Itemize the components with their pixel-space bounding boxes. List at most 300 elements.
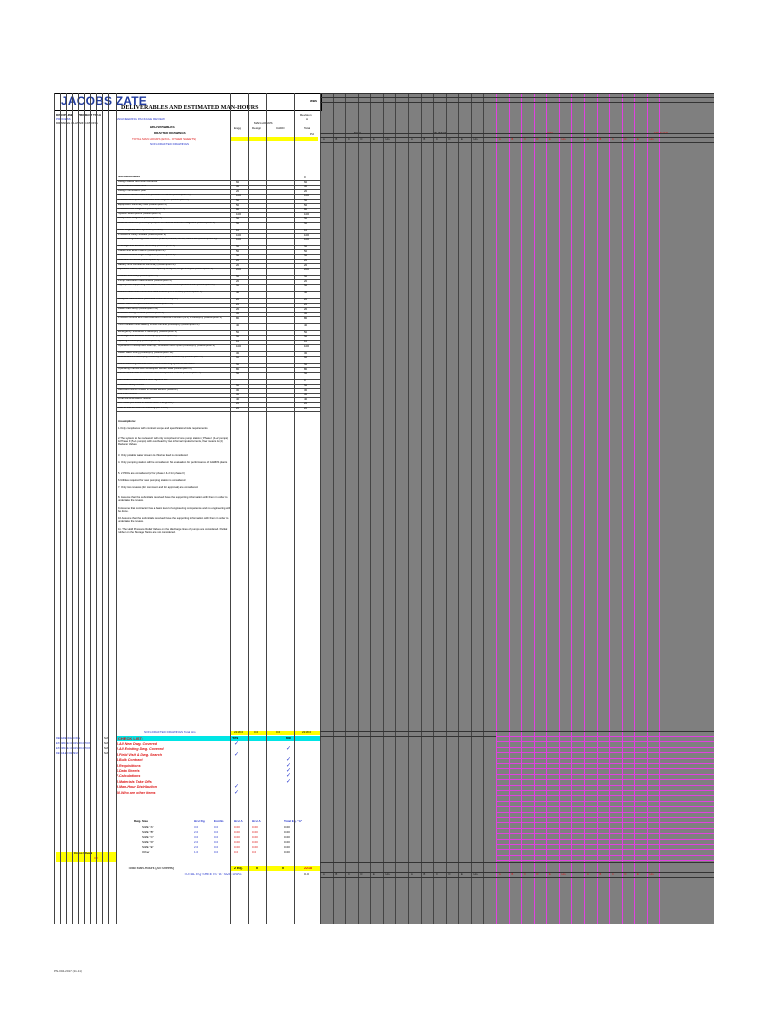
schedule-column-letter: Hrs.: [561, 873, 567, 876]
schedule-pink-row-line: [496, 736, 714, 737]
size-table-cell: 0.0: [252, 851, 257, 854]
grid-column-line: [116, 93, 117, 924]
schedule-pink-row-line: [496, 768, 714, 769]
side-label: DETAILED DESIGN: [56, 752, 80, 755]
deliverable-name: Final documentation review: [118, 397, 151, 400]
deliverable-name: System descriptions (Assumption 2): [118, 212, 161, 215]
deliverable-total-hrs: 40: [304, 323, 308, 327]
size-table-cell: 0.0: [234, 851, 239, 854]
assumption-item: 11. The Hold Pressure Relief Valves on the discharge lines of pumps are considered. Partial rubber on the Storage Tanks are not considered.: [118, 527, 228, 534]
deliverable-name: Appropriate supporting calculations, line data sheets/pressure etc (Assumption 2): [118, 284, 215, 287]
schedule-pink-row-line: [496, 779, 714, 780]
deliverable-total-hrs: 50: [304, 384, 308, 387]
size-table-cell: 0.00: [252, 831, 258, 834]
schedule-column-line: [395, 93, 396, 924]
deliverable-total-hrs: 30: [304, 393, 308, 397]
size-table-cell: 0.00: [284, 841, 290, 844]
schedule-pink-row-line: [496, 806, 714, 807]
deliverable-engg-hrs: 80: [236, 316, 240, 320]
grid-column-line: [84, 93, 85, 924]
schedule-column-letter: B: [335, 138, 338, 141]
assumption-item: 6.Utilities required for new pumping station is considered: [118, 478, 186, 482]
deliverable-name: Visit to site for Kick Off Meeting (02 Visits): [118, 407, 168, 409]
deliverable-engg-hrs: 20: [236, 263, 240, 267]
deliverable-name: Pre Plan review: [118, 393, 137, 396]
schedule-column-letter: E: [549, 138, 551, 141]
size-table-header: Dwg. Size: [134, 820, 149, 823]
assumption-item: 8. Assume that the submittals received have the supporting information with them in order to undertake the review.: [118, 496, 228, 503]
deliverable-name: Process Sizing Criteria (Assumption 2): [118, 312, 165, 315]
deliverable-total-hrs: 20: [304, 307, 308, 311]
schedule-column-letter: E: [549, 873, 551, 876]
side-label: ESTIMATE CLASSIFICATION: [56, 742, 91, 745]
non-drafted-total-cadd: 0.0: [276, 731, 281, 734]
deliverable-name: P&ID Legends and Symbols (1 P&ID): [118, 229, 163, 231]
assumption-item: 1.Only compliance with contract scope and specification/code requirements: [118, 426, 208, 430]
deliverable-name: Process Control Logic Diagrams (Assumption 2): [118, 254, 176, 257]
deliverable-total-hrs: 50: [304, 363, 308, 367]
size-table-cell: 0.00: [252, 826, 258, 829]
deliverable-engg-hrs: 50: [236, 275, 240, 279]
side-value: N/A: [104, 752, 109, 755]
schedule-column-letter: D: [624, 873, 627, 876]
deliverable-total-hrs: 10: [304, 340, 308, 343]
schedule-column-line: [383, 93, 384, 924]
deliverable-name: Process Flow Diagrams (Assumption 2): [118, 208, 166, 211]
schedule-pink-row-line: [496, 860, 714, 861]
schedule-column-letter: B: [599, 873, 602, 876]
deliverable-total-hrs: 50: [304, 245, 308, 249]
schedule-column-letter: A: [587, 138, 589, 141]
schedule-column-letter: E: [461, 873, 463, 876]
size-table-cell: SIZE "C": [142, 836, 154, 839]
deliverable-engg-hrs: 50: [236, 372, 240, 376]
size-table-cell: SIZE "D": [142, 841, 154, 844]
schedule-column-line: [622, 93, 623, 924]
schedule-column-line: [421, 93, 422, 924]
deliverable-total-hrs: 50: [304, 249, 308, 253]
check-item-label: 4.Bulk Contract: [116, 758, 143, 763]
size-table-header: Est.No: [214, 820, 224, 823]
check-item[interactable]: [116, 742, 346, 747]
schedule-pink-row-line: [496, 828, 714, 829]
deliverable-total-hrs: 20: [304, 263, 308, 267]
size-table-cell: 0.00: [252, 846, 258, 849]
deliverable-total-hrs: 50: [304, 330, 308, 334]
deliverable-total-hrs: 50: [304, 284, 308, 288]
check-mark-icon: ✓: [286, 768, 292, 774]
non-drafted-total-total: 2218.0: [302, 731, 312, 734]
deliverable-total-hrs: 50: [304, 335, 308, 339]
schedule-row-line: [320, 142, 714, 143]
schedule-pink-row-line: [496, 774, 714, 775]
schedule-pink-row-line: [496, 833, 714, 834]
size-table-cell: 1.0: [194, 851, 199, 854]
side-label: REFERENCE CODE: [56, 737, 81, 740]
deliverable-engg-hrs: 50: [236, 222, 240, 225]
size-table-cell: 0.00: [284, 831, 290, 834]
schedule-column-letter: D: [448, 138, 451, 141]
schedule-pink-row-line: [496, 844, 714, 845]
deliverable-total-hrs: 50: [304, 222, 308, 225]
deliverable-total-hrs: 50: [304, 199, 308, 202]
schedule-pink-row-line: [496, 758, 714, 759]
deliverable-engg-hrs: 100: [236, 344, 242, 348]
schedule-pink-row-line: [496, 795, 714, 796]
schedule-pink-row-line: [496, 752, 714, 753]
deliverable-name: Drainage and Effluent Philosophy (Assumption 2): [118, 335, 177, 338]
grid-column-line: [248, 93, 249, 924]
schedule-row-line: [320, 862, 714, 863]
check-mark-icon: ✓: [286, 757, 292, 764]
deliverable-engg-hrs: 100: [236, 212, 242, 216]
col-cadd: CADD: [276, 127, 285, 130]
size-table-cell: 0.00: [234, 836, 240, 839]
schedule-column-letter: C: [348, 138, 350, 141]
check-item-label: 7.Calculations: [116, 774, 141, 779]
schedule-column-letter: A: [411, 873, 413, 876]
deliverable-total-hrs: 20: [304, 303, 308, 306]
section-now: NOW: [354, 132, 362, 135]
schedule-column-letter: Hrs.: [385, 138, 391, 141]
deliverable-engg-hrs: 40: [236, 291, 240, 295]
grid-column-line: [90, 93, 91, 924]
deliverable-engg-hrs: 50: [236, 330, 240, 334]
deliverable-total-hrs: 80: [304, 316, 308, 320]
schedule-pink-row-line: [496, 839, 714, 840]
schedule-column-letter: Hrs.: [385, 873, 391, 876]
check-item-label: 6.Data Sheets: [116, 769, 140, 773]
schedule-column-letter: Hrs.: [561, 138, 567, 141]
schedule-column-line: [345, 93, 346, 924]
deliverable-name: Operation Philosophies Start-up, Shutdown and Upset philosophy (Assumption 2): [118, 344, 215, 347]
assumption-item: Assumptions:: [118, 419, 136, 423]
deliverable-name: Battery limit conditions summary (Assumption 2): [118, 263, 176, 266]
spreadsheet: [54, 93, 714, 924]
company-logo: JACOBS ZATE: [61, 94, 147, 108]
schedule-column-letter: A: [323, 873, 325, 876]
deliverable-engg-hrs: 50: [236, 363, 240, 367]
schedule-column-line: [597, 93, 598, 924]
schedule-grid-area: [320, 93, 714, 924]
deliverable-engg-hrs: 50: [236, 203, 240, 207]
deliverable-total-hrs: 0: [304, 176, 306, 179]
non-drafted-total-engg: 2218.0: [234, 731, 244, 734]
schedule-column-letter: B: [511, 138, 514, 141]
deliverables-label: DELIVERABLES: [150, 126, 175, 129]
section-finished: FINISHED: [654, 132, 669, 135]
deliverable-name: Control valve and instrument data sheets (PDS details) (Assumption 2): [118, 291, 203, 294]
size-table-cell: 2.0: [194, 841, 199, 844]
deliverable-engg-hrs: 50: [236, 384, 240, 387]
deliverable-name: Design Basis/Technical Narrative: [118, 180, 158, 183]
check-mark-icon: ✓: [286, 746, 292, 753]
check-item[interactable]: [116, 747, 346, 752]
deliverable-name: Commissioning Manual basic, commissioning systems definition: [118, 363, 195, 366]
size-table-header: Hrs/ A: [252, 820, 261, 823]
size-table-cell: SIZE "E": [142, 846, 154, 849]
schedule-column-line: [433, 93, 434, 924]
size-table-cell: 0.00: [234, 846, 240, 849]
schedule-column-line: [647, 93, 648, 924]
schedule-column-letter: Hrs.: [473, 138, 479, 141]
sheet-title: DELIVERABLES AND ESTIMATED MAN-HOURS: [121, 105, 259, 111]
row-divider: [116, 411, 320, 412]
check-mark-icon: ✓: [234, 784, 240, 791]
discipline-label: DISCIPLINE: [56, 114, 73, 117]
deliverable-engg-hrs: 100: [236, 233, 242, 237]
total-eq-label: TOTAL EQ SHEETS "A" SIZE DWG.: [184, 873, 243, 876]
schedule-column-letter: E: [637, 138, 639, 141]
deliverable-name: Utility Flow Diagrams (Assumption 2): [118, 217, 163, 220]
check-mark-icon: ✓: [286, 778, 292, 785]
size-table-cell: 0.00: [234, 841, 240, 844]
deliverable-total-hrs: 100: [304, 238, 310, 242]
assumption-item: 5. 2 PFDs are considered (2 for phase I & 2 for phase II): [118, 471, 185, 475]
side-value: N/A: [104, 742, 109, 745]
deliverable-total-hrs: 30: [304, 388, 308, 392]
check-item[interactable]: [116, 780, 346, 785]
check-item-label: 2.All Existing Dwg. Covered: [116, 747, 164, 752]
revision-label: Revision: [300, 114, 312, 117]
deliverable-total-hrs: 20: [304, 259, 308, 262]
check-item[interactable]: [116, 764, 346, 769]
schedule-pink-row-line: [496, 741, 714, 742]
side-value: N/A: [104, 747, 109, 750]
schedule-column-letter: A: [411, 138, 413, 141]
deliverable-engg-hrs: 80: [236, 208, 240, 212]
check-list-no: No: [286, 737, 291, 740]
schedule-column-line: [358, 93, 359, 924]
deliverable-engg-hrs: 10: [236, 229, 240, 232]
deliverable-engg-hrs: 20: [236, 279, 240, 283]
schedule-column-letter: E: [637, 873, 639, 876]
deliverable-name: Pump calculation data sheets (Assumption 2): [118, 279, 172, 282]
deliverable-engg-hrs: 100: [236, 238, 242, 242]
schedule-pink-row-line: [496, 785, 714, 786]
deliverable-engg-hrs: 80: [236, 367, 240, 371]
deliverable-engg-hrs: 30: [236, 185, 240, 189]
deliverable-total-hrs: 30: [304, 351, 308, 355]
size-table-cell: Other: [142, 851, 150, 854]
schedule-column-line: [408, 93, 409, 924]
deliverable-engg-hrs: 60: [236, 356, 240, 360]
size-table-cell: 0.00: [252, 841, 258, 844]
schedule-column-letter: C: [436, 873, 438, 876]
cross-check-value: OK: [94, 857, 99, 860]
size-table-cell: 2.0: [194, 831, 199, 834]
deliverable-name: Performance Test Procedures and acceptance criteria (Assumption 2): [118, 372, 201, 375]
check-mark-icon: ✓: [234, 751, 240, 758]
schedule-column-letter: A: [587, 873, 589, 876]
grid-column-line: [230, 93, 231, 924]
deliverable-total-hrs: 20: [304, 279, 308, 283]
check-item[interactable]: [116, 758, 346, 763]
schedule-column-line: [571, 93, 572, 924]
deliverable-name: Relief valve list/specifications (Assumption 11): [118, 303, 173, 305]
check-item-label: 5.Requisitions: [116, 763, 141, 768]
check-item[interactable]: [116, 774, 346, 779]
check-item[interactable]: [116, 769, 346, 774]
project-title-label: PROJECT TITLE: [78, 114, 102, 117]
section-in-issue: IN-ISSUE: [434, 132, 448, 135]
deliverable-engg-hrs: 20: [236, 402, 240, 406]
deliverable-total-hrs: 20: [304, 298, 308, 302]
non-drafted-total-label: NON-DRAFTED DRAWINGS Total Hrs: [144, 731, 196, 734]
size-table-cell: 0.00: [252, 836, 258, 839]
schedule-column-letter: Hrs.: [473, 873, 479, 876]
check-item-label: 3.Field Visit & Dwg. Search: [116, 752, 162, 757]
check-item-label: 9.Man-Hour Distribution: [116, 785, 157, 790]
deliverable-engg-hrs: 50: [236, 284, 240, 288]
deliverable-name: Utilities Summary (Assumption 2): [118, 275, 158, 278]
deliverable-total-hrs: 50: [304, 372, 308, 376]
deliverable-engg-hrs: 100: [236, 194, 242, 198]
check-item[interactable]: [116, 785, 346, 790]
discipline-value[interactable]: PROCESS: [56, 118, 71, 121]
schedule-column-letter: B: [423, 138, 426, 141]
schedule-column-letter: B: [599, 138, 602, 141]
size-table-cell: SIZE "A": [142, 826, 154, 829]
deliverable-name: Emergency Shutdown Philosophy (Assumption 2): [118, 330, 178, 333]
deliverable-name: Cause and Effect Matrix (Assumption 2): [118, 249, 166, 252]
size-table-cell: 0.00: [234, 831, 240, 834]
schedule-column-letter: B: [511, 873, 514, 876]
schedule-pink-row-line: [496, 801, 714, 802]
col-total: Total: [304, 127, 311, 130]
col-pct: Pct: [310, 133, 315, 136]
schedule-column-letter: C: [612, 138, 614, 141]
check-item-label: 1.All New Dwg. Covered: [116, 742, 157, 746]
schedule-column-letter: C: [524, 138, 526, 141]
schedule-column-letter: D: [360, 873, 363, 876]
deliverable-engg-hrs: 50: [236, 245, 240, 249]
schedule-row-line: [320, 877, 714, 878]
schedule-column-letter: E: [373, 873, 375, 876]
grid-column-line: [266, 93, 267, 924]
schedule-column-letter: A: [499, 873, 501, 876]
deliverable-engg-hrs: 40: [236, 397, 240, 401]
schedule-column-letter: Hrs.: [649, 138, 655, 141]
schedule-row-line: [320, 93, 714, 94]
schedule-row-line: [320, 102, 714, 103]
schedule-column-line: [534, 93, 535, 924]
size-table-header: Hrs/ Dg: [194, 820, 205, 823]
schedule-column-line: [471, 93, 472, 924]
size-table-cell: 0.00: [284, 836, 290, 839]
grid-column-line: [96, 93, 97, 924]
check-item[interactable]: [116, 791, 346, 796]
grid-column-line: [102, 93, 103, 924]
total-manhours-label: Total Man-Hours (All Sheets): [128, 867, 174, 870]
schedule-pink-row-line: [496, 822, 714, 823]
deliverable-engg-hrs: 20: [236, 189, 240, 193]
deliverable-engg-hrs: 20: [236, 407, 240, 410]
check-mark-icon: ✓: [286, 773, 292, 780]
deliverable-total-hrs: 50: [304, 275, 308, 279]
deliverable-engg-hrs: 60: [236, 180, 240, 184]
schedule-column-letter: E: [461, 138, 463, 141]
deliverable-engg-hrs: 200: [236, 268, 242, 272]
deliverable-name: Process description and Block flow diagram (Assumption 2): [118, 199, 189, 201]
check-item[interactable]: [116, 753, 346, 758]
size-table-cell: 0.00: [284, 826, 290, 829]
schedule-column-line: [634, 93, 635, 924]
grid-column-line: [66, 93, 67, 924]
schedule-column-letter: A: [499, 138, 501, 141]
schedule-row-line: [320, 137, 714, 138]
deliverable-engg-hrs: 50: [236, 249, 240, 253]
size-table-cell: 0.0: [214, 851, 219, 854]
size-table-header: Total Eq. "A": [284, 820, 303, 823]
deliverable-total-hrs: 200: [304, 268, 310, 272]
non-drafted-label: NON-DRAFTED DRAWINGS: [150, 143, 190, 146]
deliverable-total-hrs: 20: [304, 189, 308, 193]
schedule-column-letter: C: [348, 873, 350, 876]
deliverable-engg-hrs: 50: [236, 217, 240, 221]
deliverable-total-hrs: 80: [304, 208, 308, 212]
side-value: N/A: [104, 737, 109, 740]
schedule-column-letter: C: [612, 873, 614, 876]
check-list-yes: Yes: [232, 737, 239, 740]
deliverable-total-hrs: 100: [304, 212, 310, 216]
schedule-pink-row-line: [496, 790, 714, 791]
schedule-column-line: [458, 93, 459, 924]
deliverable-engg-hrs: 10: [236, 340, 240, 343]
schedule-column-letter: C: [436, 138, 438, 141]
schedule-pink-row-line: [496, 855, 714, 856]
schedule-column-letter: D: [448, 873, 451, 876]
check-item-label: 8.Materials Take Offs: [116, 779, 152, 784]
schedule-column-line: [446, 93, 447, 924]
deliverable-engg-hrs: 30: [236, 312, 240, 316]
deliverable-engg-hrs: 50: [236, 254, 240, 258]
assumption-item: 10.Assume that the submittals received have the supporting information with them in order to undertake the review.: [118, 517, 229, 524]
revision-value[interactable]: A: [306, 118, 309, 121]
deliverable-name: Verification attendance and reports for:: [118, 379, 169, 382]
deliverable-total-hrs: 0: [304, 379, 306, 383]
deliverable-name: Sparing Philosophy (Assumption 2): [118, 340, 160, 342]
schedule-column-line: [333, 93, 334, 924]
schedule-column-line: [659, 93, 660, 924]
check-list-title: CHECK LIST:: [118, 737, 143, 741]
deliverable-name: Material selection philosophy/report & material selection diagrams (Assumption 2): [118, 222, 216, 224]
schedule-column-line: [546, 93, 547, 924]
assumption-item: 7. Only two reviews (for comment and for approval) are considered.: [118, 486, 199, 489]
deliverable-engg-hrs: 40: [236, 323, 240, 327]
schedule-row-line: [320, 731, 714, 732]
sheet-header: [54, 93, 322, 111]
schedule-pink-row-line: [496, 812, 714, 813]
size-table-cell: 0.0: [214, 836, 219, 839]
deliverable-total-hrs: 30: [304, 312, 308, 316]
schedule-column-letter: B: [423, 873, 426, 876]
manhours-label: MAN-HOURS: [254, 122, 273, 125]
section-now-2: NOW: [546, 132, 554, 135]
deliverable-engg-hrs: 30: [236, 388, 240, 392]
deliverable-name: Operating manual with developed vendor data (Assumption 2): [118, 367, 192, 370]
project-title-value[interactable]: ENGINEERING PACKAGE REVIEW: [116, 118, 165, 121]
total-design: 0: [256, 867, 258, 870]
deliverable-name: Process safety review: [118, 384, 145, 386]
check-item-label: 10.Who are other items: [116, 790, 156, 795]
deliverable-name: Attended HAZID review in DASE section (HAZOP): [118, 388, 179, 391]
deliverable-total-hrs: 50: [304, 217, 308, 221]
schedule-column-line: [584, 93, 585, 924]
grid-column-line: [60, 93, 61, 924]
total-eq-value: 0.0: [304, 873, 309, 876]
deliverable-engg-hrs: 20: [236, 303, 240, 306]
